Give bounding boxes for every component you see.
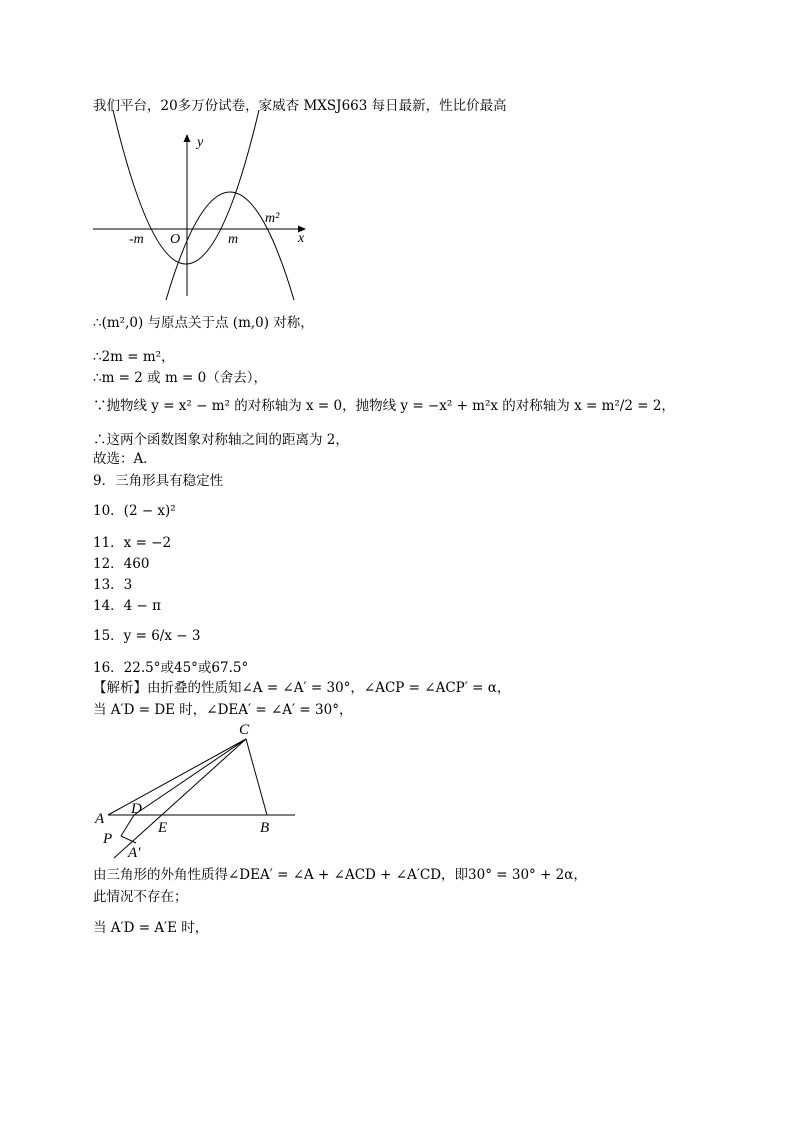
label-D: D	[131, 801, 142, 817]
analysis-line-3: 由三角形的外角性质得∠DEA′ = ∠A + ∠ACD + ∠A′CD，即30° = 30° + 2α，	[93, 867, 587, 883]
answer-13: 13．3	[93, 577, 133, 593]
answer-16: 16．22.5°或45°或67.5°	[93, 660, 249, 676]
y-axis-label: y	[197, 135, 204, 150]
label-B: B	[260, 820, 270, 836]
analysis-line-2: 当 A′D = DE 时，∠DEA′ = ∠A′ = 30°，	[93, 702, 353, 718]
answer-15: 15．y = 6/x − 3	[93, 628, 201, 644]
m2-label: m²	[265, 211, 280, 226]
m-label: m	[228, 232, 239, 247]
answer-14: 14．4 − π	[93, 598, 162, 614]
answer-10: 10．(2 − x)²	[93, 503, 176, 519]
segment-CA-prime	[114, 739, 246, 858]
segment-PA-prime	[121, 836, 136, 843]
answer-12: 12．460	[93, 556, 150, 572]
answer-9: 9．三角形具有稳定性	[93, 473, 224, 489]
solution-line-5: ∴这两个函数图象对称轴之间的距离为 2，	[93, 432, 349, 448]
label-C: C	[239, 722, 250, 738]
analysis-line-4: 此情况不存在；	[93, 889, 188, 905]
analysis-line-1: 【解析】由折叠的性质知∠A = ∠A′ = 30°，∠ACP = ∠ACP′ = α，	[93, 680, 511, 696]
segment-AC	[108, 739, 246, 815]
solution-line-4: ∵抛物线 y = x² − m² 的对称轴为 x = 0，抛物线 y = −x² + m²x 的对称轴为 x = m²/2 = 2，	[93, 398, 675, 414]
solution-line-6: 故选：A．	[93, 451, 157, 467]
solution-line-2: ∴2m = m²，	[93, 349, 175, 365]
segment-CB	[246, 739, 267, 815]
label-E: E	[158, 820, 168, 836]
header-text: 我们平台，20多万份试卷，家威杏 MXSJ663 每日最新，性比价最高	[93, 98, 507, 114]
solution-line-3: ∴m = 2 或 m = 0（舍去），	[93, 370, 267, 386]
label-A: A	[95, 811, 105, 827]
analysis-line-5: 当 A′D = A′E 时，	[93, 920, 209, 936]
neg-m-label: -m	[129, 232, 144, 247]
label-A-prime: A′	[128, 845, 141, 861]
segment-PD	[121, 815, 134, 836]
origin-label: O	[170, 232, 181, 247]
segment-CD	[134, 739, 246, 815]
x-axis-label: x	[298, 231, 305, 246]
label-P: P	[103, 831, 113, 847]
solution-line-1: ∴(m²,0) 与原点关于点 (m,0) 对称，	[93, 315, 314, 331]
answer-11: 11．x = −2	[93, 535, 172, 551]
